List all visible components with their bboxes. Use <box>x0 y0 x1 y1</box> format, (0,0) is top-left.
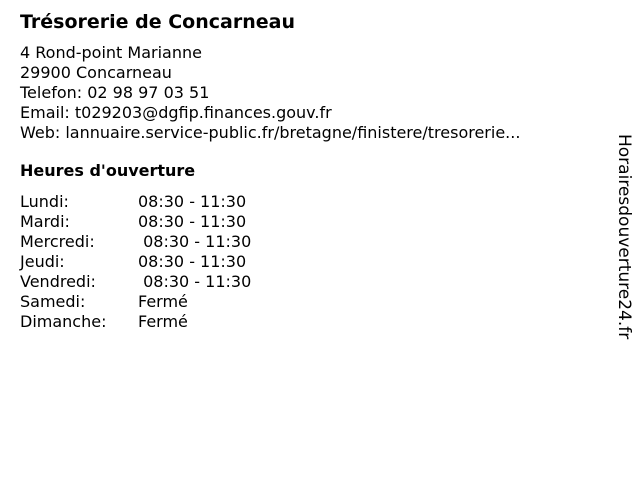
business-card <box>20 10 610 332</box>
time-value: 08:30 - 11:30 <box>138 192 247 211</box>
site-watermark: Horairesdouverture24.fr <box>614 134 634 340</box>
hours-row-friday <box>20 272 610 292</box>
day-label: Dimanche: <box>20 312 107 331</box>
office-title: Trésorerie de Concarneau <box>20 11 295 33</box>
hours-row-wednesday <box>20 232 610 252</box>
day-label: Mercredi: <box>20 232 95 251</box>
hours-row-sunday <box>20 312 610 332</box>
day-label: Lundi: <box>20 192 69 211</box>
email-line: Email: t029203@dgfip.finances.gouv.fr <box>20 103 332 122</box>
hours-row-monday <box>20 192 610 212</box>
hours-row-saturday <box>20 292 610 312</box>
time-value: 08:30 - 11:30 <box>138 212 247 231</box>
time-value: 08:30 - 11:30 <box>138 232 252 251</box>
day-label: Jeudi: <box>20 252 65 271</box>
time-value: Fermé <box>138 312 188 331</box>
time-value: Fermé <box>138 292 188 311</box>
day-label: Samedi: <box>20 292 86 311</box>
opening-hours-table <box>20 192 610 332</box>
hours-row-thursday <box>20 252 610 272</box>
hours-row-tuesday <box>20 212 610 232</box>
web-line: Web: lannuaire.service-public.fr/bretagne/finistere/tresorerie... <box>20 123 521 142</box>
address-line-1: 4 Rond-point Marianne <box>20 43 202 62</box>
address-line-2: 29900 Concarneau <box>20 63 172 82</box>
day-label: Vendredi: <box>20 272 96 291</box>
opening-hours-heading: Heures d'ouverture <box>20 161 196 180</box>
time-value: 08:30 - 11:30 <box>138 252 247 271</box>
time-value: 08:30 - 11:30 <box>138 272 252 291</box>
phone-line: Telefon: 02 98 97 03 51 <box>20 83 210 102</box>
day-label: Mardi: <box>20 212 70 231</box>
